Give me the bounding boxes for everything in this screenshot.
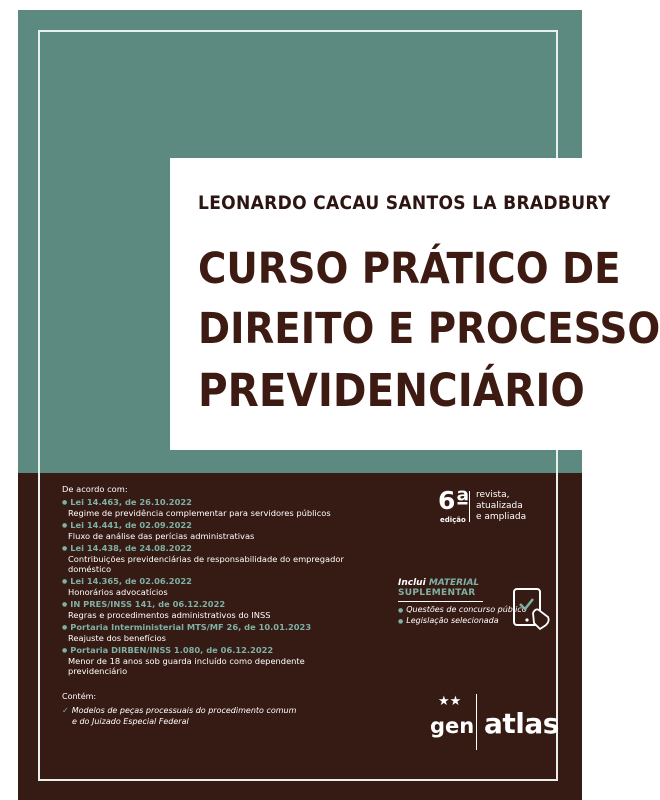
edition-line-3: e ampliada — [476, 512, 527, 522]
law-description: Regime de previdência complementar para servidores públicos — [68, 508, 331, 518]
title-box — [170, 158, 660, 450]
supplement-item: ● Questões de concurso público — [398, 605, 527, 614]
contents-item-continued: e do Juizado Especial Federal — [72, 717, 189, 726]
supplement-item: ● Legislação selecionada — [398, 616, 527, 625]
supplement-inclui: Inclui — [398, 578, 426, 588]
edition-line-1: revista, — [476, 490, 510, 500]
title-line-3: PREVIDENCIÁRIO — [198, 364, 585, 417]
law-reference: ● Portaria DIRBEN/INSS 1.080, de 06.12.2022 — [62, 645, 352, 655]
legislation-intro: De acordo com: — [62, 484, 128, 494]
stars-icon: ★★ — [438, 694, 462, 709]
legislation-item — [62, 543, 352, 574]
edition-line-2: atualizada — [476, 501, 523, 511]
legislation-item — [62, 497, 352, 518]
tablet-check-icon — [512, 587, 552, 635]
supplement-heading — [398, 578, 527, 588]
law-reference: ● IN PRES/INSS 141, de 06.12.2022 — [62, 599, 352, 609]
checkmark-icon: ✓ — [62, 706, 69, 715]
legislation-item — [62, 520, 352, 541]
law-description: Menor de 18 anos sob guarda incluído como dependente previdenciário — [68, 656, 305, 676]
contents-item-text: Modelos de peças processuais do procedimento comum — [71, 706, 297, 715]
book-cover — [18, 10, 660, 800]
law-reference: ● Lei 14.365, de 02.06.2022 — [62, 576, 352, 586]
supplement-title: SUPLEMENTAR — [398, 588, 476, 598]
legislation-list — [62, 484, 352, 678]
title-line-1: CURSO PRÁTICO DE — [198, 244, 621, 294]
gen-logo: gen — [430, 714, 475, 738]
law-reference: ● Lei 14.463, de 26.10.2022 — [62, 497, 352, 507]
law-reference: ● Portaria Interministerial MTS/MF 26, de 10.01.2023 — [62, 622, 352, 632]
supplement-material: MATERIAL — [428, 578, 480, 588]
law-description: Contribuições previdenciárias de responsabilidade do empregador doméstico — [68, 554, 344, 574]
law-description: Fluxo de análise das perícias administrativas — [68, 531, 255, 541]
law-description: Regras e procedimentos administrativos do INSS — [68, 610, 271, 620]
law-description: Honorários advocatícios — [68, 587, 168, 597]
contents-title: Contém: — [62, 692, 97, 701]
edition-divider — [469, 491, 470, 522]
legislation-item — [62, 622, 352, 643]
author-name: LEONARDO CACAU SANTOS LA BRADBURY — [198, 192, 611, 214]
title-line-2: DIREITO E PROCESSO — [198, 304, 660, 354]
supplement-divider — [398, 601, 483, 602]
legislation-item — [62, 645, 352, 676]
contents-section — [62, 692, 296, 727]
logo-divider — [476, 694, 477, 750]
atlas-logo: atlas — [484, 707, 559, 740]
law-reference: ● Lei 14.441, de 02.09.2022 — [62, 520, 352, 530]
edition-number: 6ª — [438, 486, 470, 515]
contents-item — [62, 705, 296, 716]
law-reference: ● Lei 14.438, de 24.08.2022 — [62, 543, 352, 553]
supplementary-material — [398, 578, 527, 625]
legislation-item — [62, 599, 352, 620]
edition-word: edição — [440, 516, 466, 524]
law-description: Reajuste dos benefícios — [68, 633, 166, 643]
legislation-item — [62, 576, 352, 597]
edition-description — [476, 490, 556, 523]
